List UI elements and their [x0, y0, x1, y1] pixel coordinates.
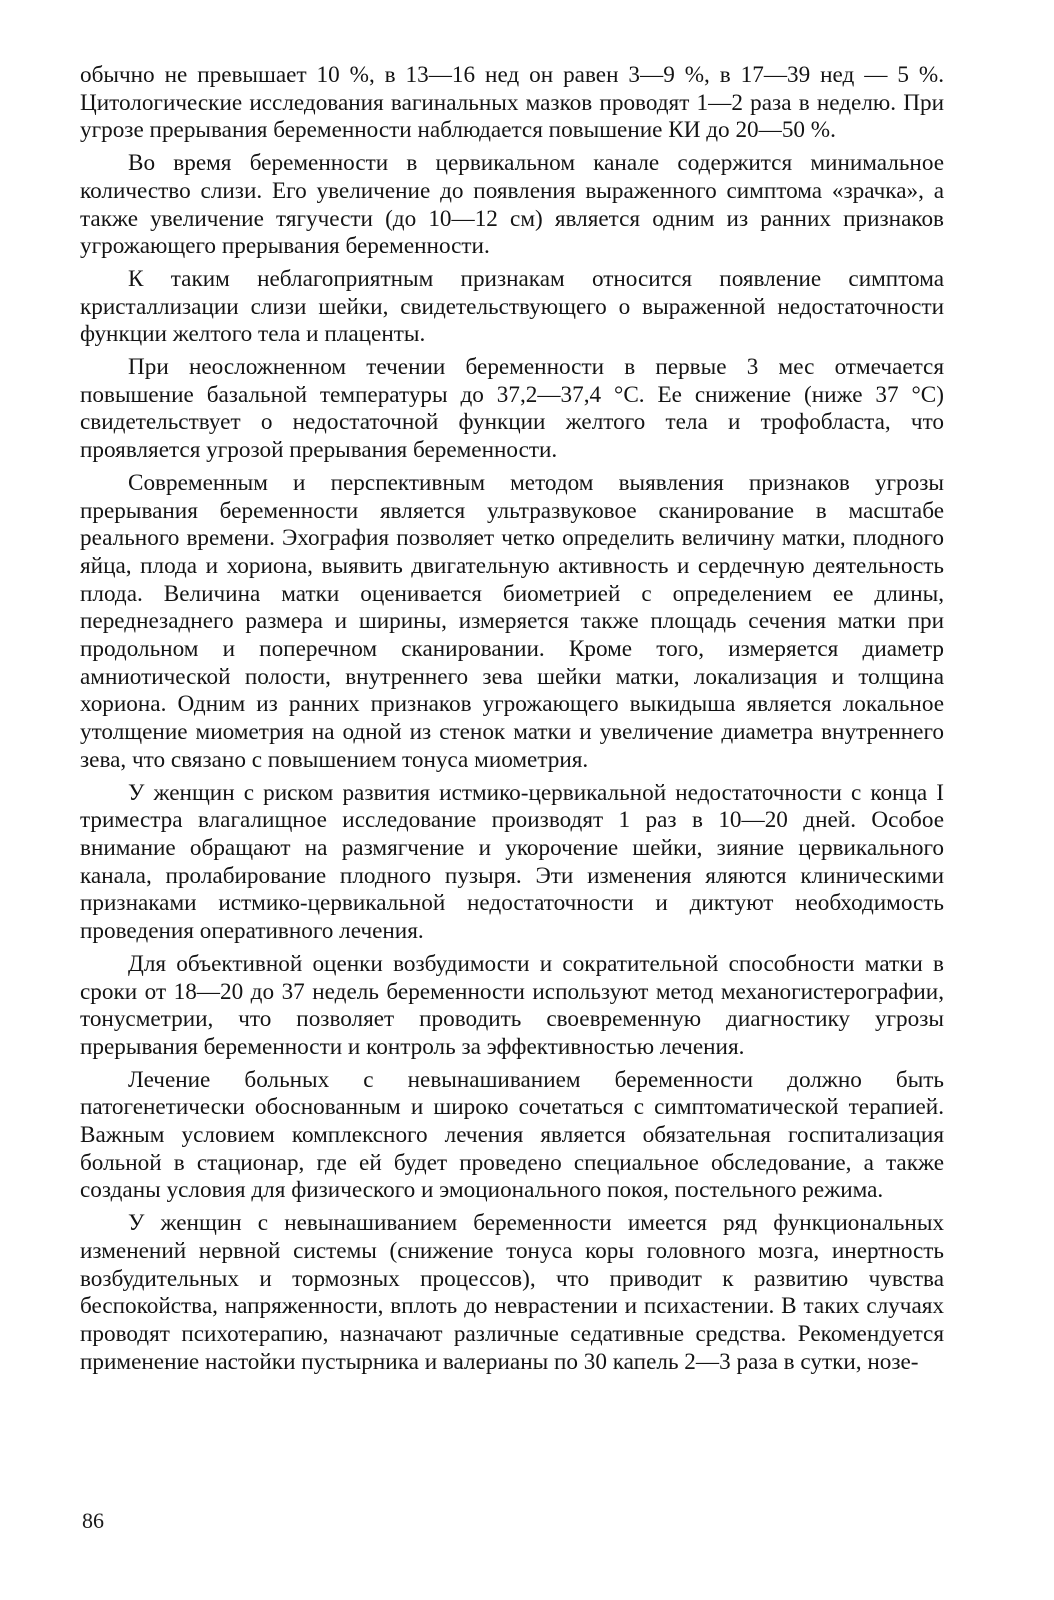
page-number: 86: [82, 1508, 104, 1533]
paragraph-5: Современным и перспективным методом выявления признаков угрозы прерывания беременности является ультразвуковое сканирование в масштабе реального времени. Эхография позволяет четко определить величину матки, плодного яйца, плода и хориона, выявить двигательную активность и сердечную деятельность плода. Величина матки оценивается биометрией с определением ее длины, переднезаднего размера и ширины, измеряется также площадь сечения матки при продольном и поперечном сканировании. Кроме того, измеряется диаметр амниотической полости, внутреннего зева шейки матки, локализация и толщина хориона. Одним из ранних признаков угрожающего выкидыша является локальное утолщение миометрия на одной из стенок матки и увеличение диаметра внутреннего зева, что связано с повышением тонуса миометрия.: [80, 469, 944, 773]
paragraph-1: обычно не превышает 10 %, в 13—16 нед он равен 3—9 %, в 17—39 нед — 5 %. Цитологические исследования вагинальных мазков проводят 1—2 раза в неделю. При угрозе прерывания беременности наблюдается повышение КИ до 20—50 %.: [80, 62, 944, 144]
paragraph-8: Лечение больных с невынашиванием беременности должно быть патогенетически обоснованным и широко сочетаться с симптоматической терапией. Важным условием комплексного лечения является обязательная госпитализация больной в стационар, где ей будет проведено специальное обследование, а также созданы условия для физического и эмоционального покоя, постельного режима.: [80, 1066, 944, 1204]
paragraph-4: При неосложненном течении беременности в первые 3 мес отмечается повышение базальной температуры до 37,2—37,4 °С. Ее снижение (ниже 37 °С) свидетельствует о недостаточной функции желтого тела и трофобласта, что проявляется угрозой прерывания беременности.: [80, 354, 944, 464]
paragraph-3: К таким неблагоприятным признакам относится появление симптома кристаллизации слизи шейки, свидетельствующего о выраженной недостаточности функции желтого тела и плаценты.: [80, 265, 944, 348]
paragraph-7: Для объективной оценки возбудимости и сократительной способности матки в сроки от 18—20 до 37 недель беременности используют метод механогистерографии, тонусметрии, что позволяет проводить своевременную диагностику угрозы прерывания беременности и контроль за эффективностью лечения.: [80, 950, 944, 1060]
paragraph-6: У женщин с риском развития истмико-цервикальной недостаточности с конца I триместра влагалищное исследование производят 1 раз в 10—20 дней. Особое внимание обращают на размягчение и укорочение шейки, зияние цервикального канала, пролабирование плодного пузыря. Эти изменения яляются клиническими признаками истмико-цервикальной недостаточности и диктуют необходимость проведения оперативного лечения.: [80, 779, 944, 945]
paragraph-9: У женщин с невынашиванием беременности имеется ряд функциональных изменений нервной системы (снижение тонуса коры головного мозга, инертность возбудительных и тормозных процессов), что приводит к развитию чувства беспокойства, напряженности, вплоть до неврастении и психастении. В таких случаях проводят психотерапию, назначают различные седативные средства. Рекомендуется применение настойки пустырника и валерианы по 30 капель 2—3 раза в сутки, нозе-: [80, 1210, 944, 1375]
paragraph-2: Во время беременности в цервикальном канале содержится минимальное количество слизи. Его увеличение до появления выраженного симптома «зрачка», а также увеличение тягучести (до 10—12 см) является одним из ранних признаков угрожающего прерывания беременности.: [80, 150, 944, 260]
page-body: [80, 62, 944, 1381]
